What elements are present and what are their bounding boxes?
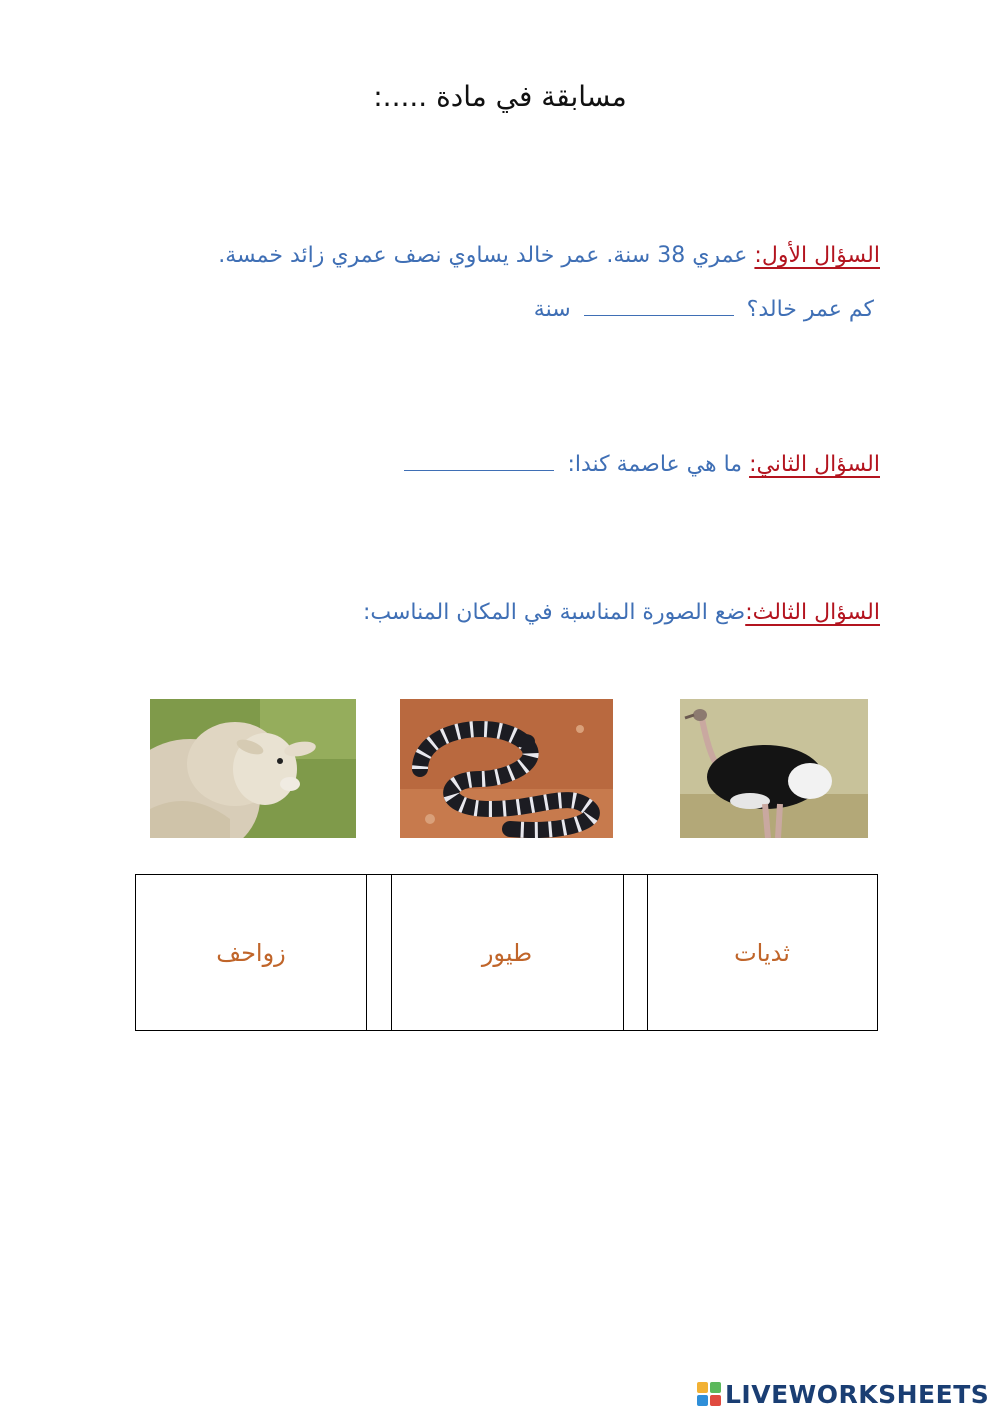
liveworksheets-logo: [697, 1378, 989, 1410]
snake-image[interactable]: [400, 699, 613, 838]
divider: [366, 875, 367, 1030]
page-title: مسابقة في مادة .....:: [373, 80, 627, 113]
category-reptiles-label: زواحف: [216, 938, 286, 967]
sheep-image[interactable]: [150, 699, 356, 838]
divider: [623, 875, 624, 1030]
question-1-prompt-text: كم عمر خالد؟: [746, 297, 874, 322]
drop-zone-birds[interactable]: [391, 875, 623, 1030]
answer-blank-1[interactable]: [584, 295, 734, 316]
brand-name: LIVEWORKSHEETS: [725, 1379, 990, 1409]
logo-icon: [697, 1382, 721, 1406]
question-1-prompt: [534, 295, 874, 322]
category-mammals-label: ثديات: [734, 938, 790, 967]
category-table: [135, 874, 878, 1031]
question-1-label: السؤال الأول:: [754, 243, 880, 268]
question-2: [398, 450, 880, 477]
question-2-label: السؤال الثاني:: [749, 452, 880, 477]
answer-blank-2[interactable]: [404, 450, 554, 471]
question-3-label: السؤال الثالث:: [745, 600, 880, 625]
ostrich-image[interactable]: [680, 699, 868, 838]
question-3: [363, 600, 880, 625]
question-1-unit: سنة: [533, 297, 571, 322]
question-1-text: عمري 38 سنة. عمر خالد يساوي نصف عمري زائد خمسة.: [218, 243, 755, 268]
category-birds-label: طيور: [481, 938, 533, 967]
question-2-text: ما هي عاصمة كندا:: [567, 452, 750, 477]
drop-zone-reptiles[interactable]: [136, 875, 366, 1030]
question-1: [218, 243, 880, 268]
question-3-text: ضع الصورة المناسبة في المكان المناسب:: [362, 600, 746, 625]
drop-zone-mammals[interactable]: [647, 875, 877, 1030]
